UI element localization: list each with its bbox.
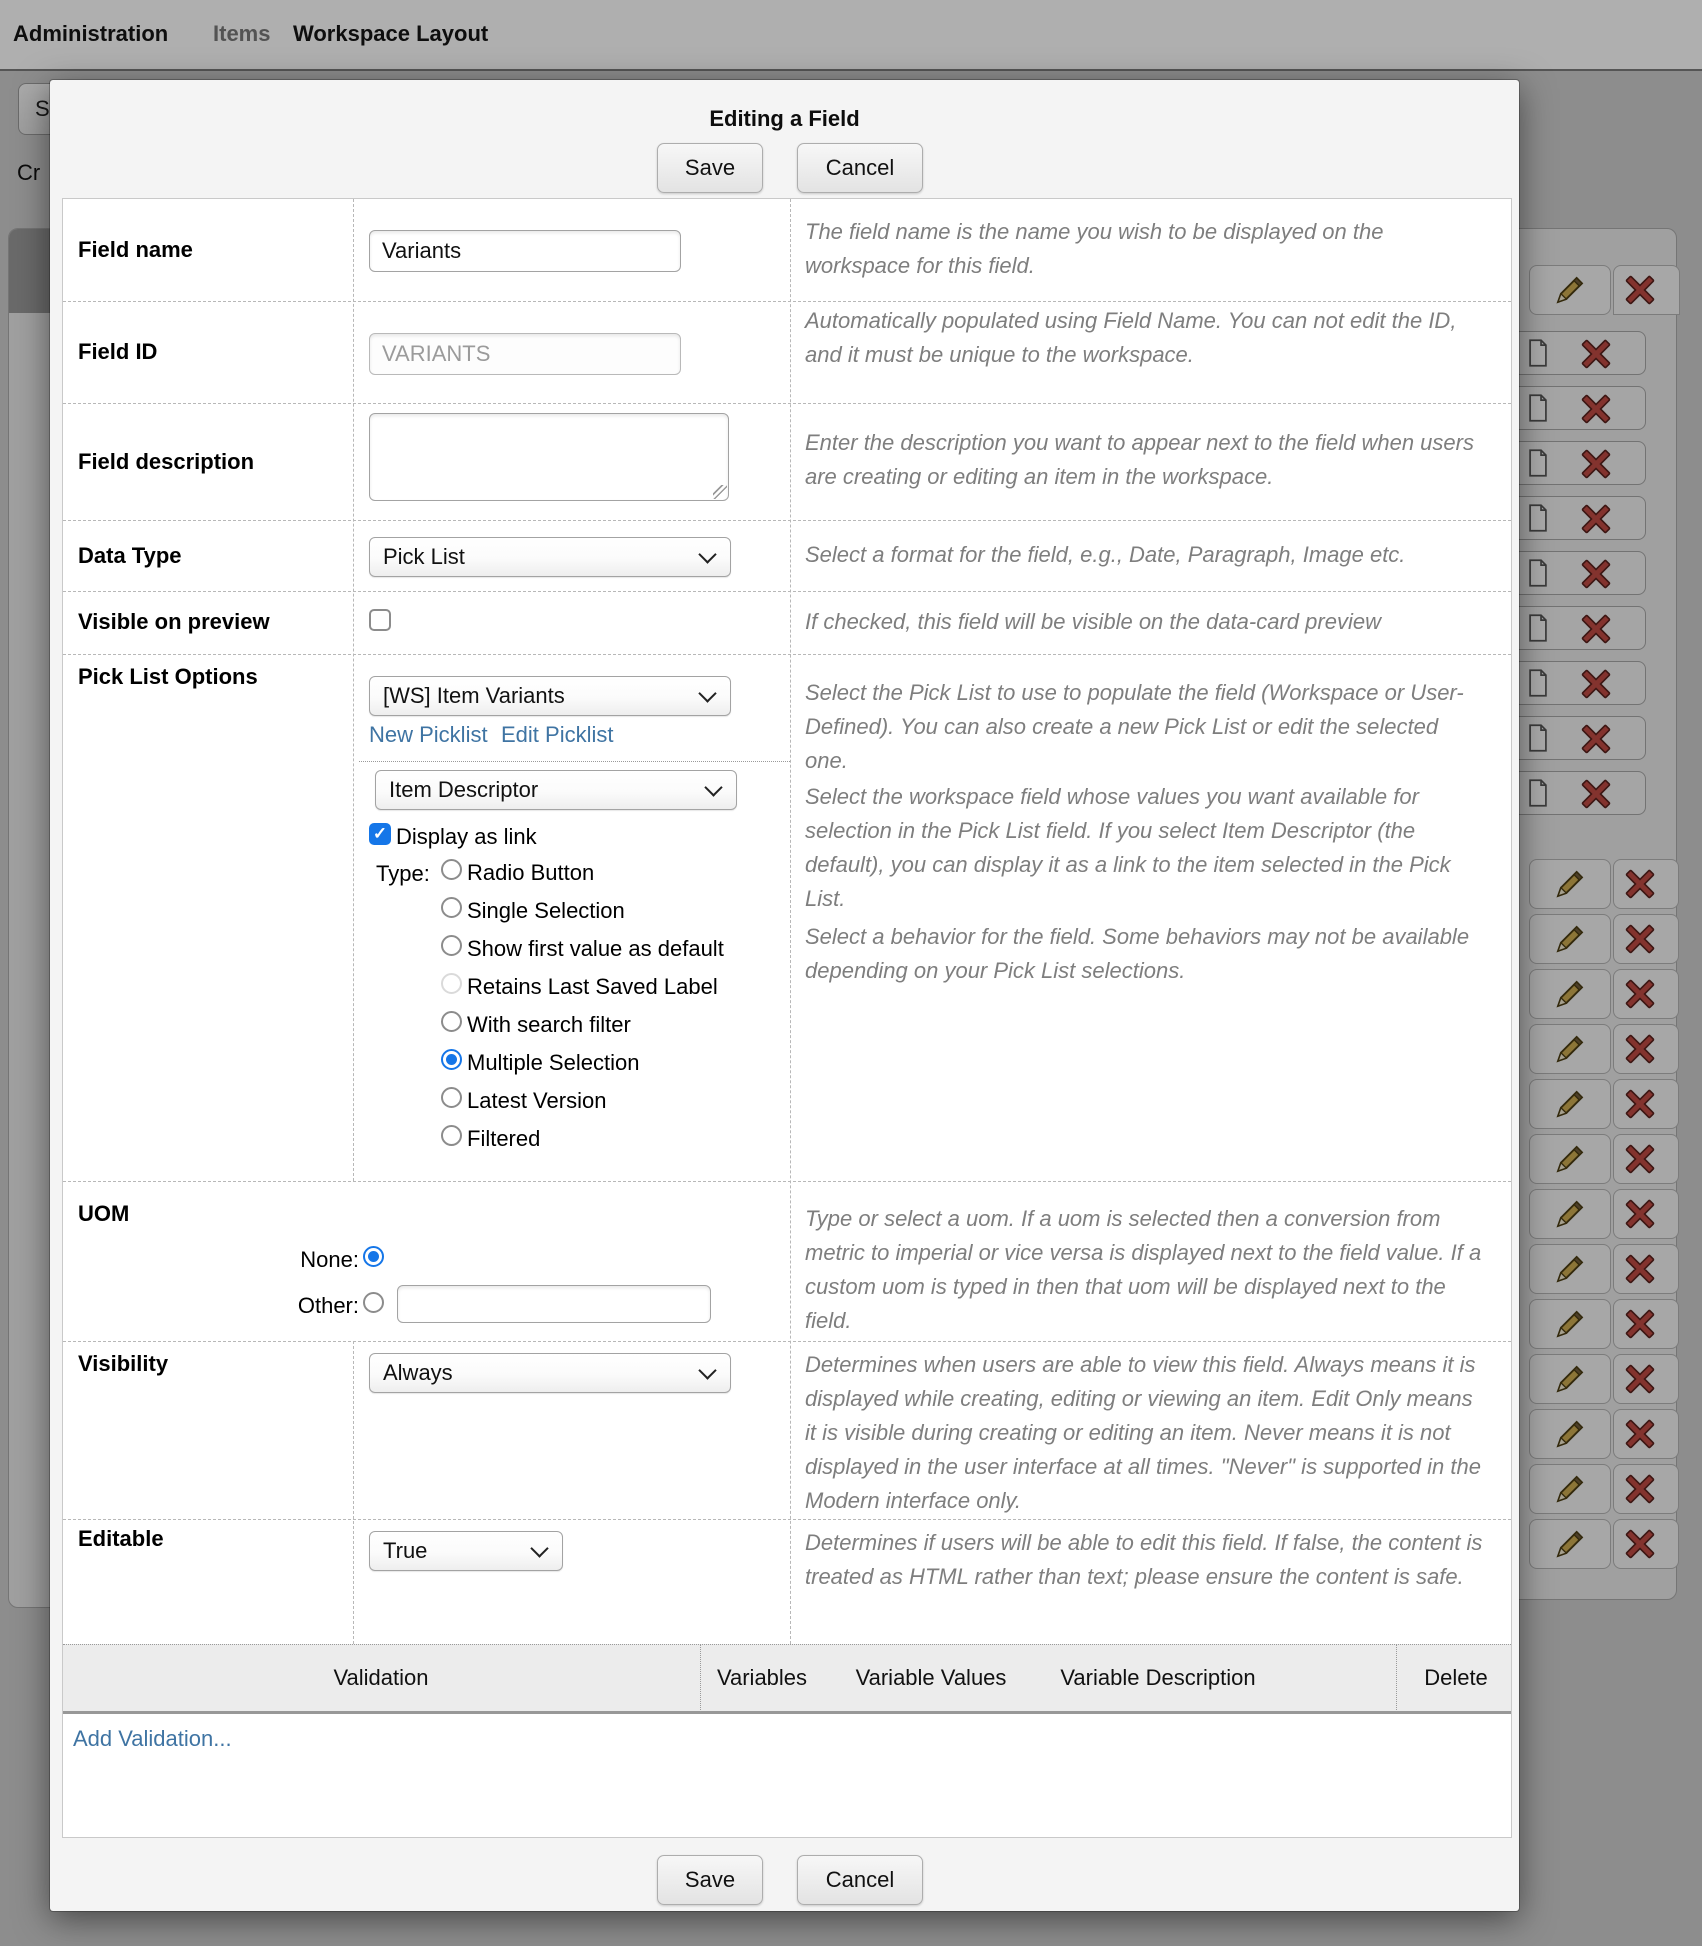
radio-type-single-selection-label: Single Selection	[467, 898, 625, 923]
field-form-table	[62, 198, 1512, 1838]
row-divider	[63, 301, 1511, 302]
validation-header-variable-description: Variable Description	[1060, 1665, 1256, 1690]
data-type-select[interactable]	[369, 537, 731, 577]
validation-table-header	[63, 1644, 1511, 1714]
radio-type-show-first-value-label: Show first value as default	[467, 936, 724, 961]
field-name-label: Field name	[78, 237, 193, 262]
row-divider	[63, 1341, 1511, 1342]
radio-type-with-search-filter[interactable]	[441, 1011, 462, 1032]
descriptor-select[interactable]	[375, 770, 737, 810]
uom-label: UOM	[78, 1201, 130, 1226]
uom-other-label: Other:	[297, 1293, 359, 1318]
pick-list-options-label: Pick List Options	[78, 664, 258, 689]
type-label: Type:	[376, 861, 430, 886]
uom-none-radio[interactable]	[363, 1246, 384, 1267]
row-divider	[63, 520, 1511, 521]
display-as-link-label: Display as link	[396, 824, 537, 849]
radio-type-multiple-selection[interactable]	[441, 1049, 462, 1070]
editable-value: True	[383, 1538, 428, 1563]
field-id-help: Automatically populated using Field Name. You can not edit the ID, and it must be unique to the workspace.	[805, 308, 1457, 367]
dialog-title: Editing a Field	[709, 106, 860, 131]
picklist-help-3: Select a behavior for the field. Some behaviors may not be available depending on your Pick List selections.	[805, 924, 1470, 983]
save-button-bottom[interactable]: Save	[657, 1855, 763, 1905]
chevron-down-icon	[530, 1539, 548, 1557]
radio-type-latest-version[interactable]	[441, 1087, 462, 1108]
nav-item-workspace-layout[interactable]: Workspace Layout	[293, 21, 489, 46]
row-divider	[63, 403, 1511, 404]
column-divider	[790, 199, 791, 1644]
nav-item-items[interactable]: Items	[213, 21, 271, 46]
field-name-input[interactable]	[369, 230, 681, 272]
background-partial-button[interactable]: S	[18, 83, 128, 135]
editable-select[interactable]	[369, 1531, 563, 1571]
validation-header-delete: Delete	[1424, 1665, 1488, 1690]
validation-column-divider	[700, 1645, 701, 1712]
nav-item-administration[interactable]: Administration	[13, 21, 169, 46]
data-type-help: Select a format for the field, e.g., Date, Paragraph, Image etc.	[805, 542, 1406, 567]
radio-type-retains-last-saved-label: Retains Last Saved Label	[467, 974, 718, 999]
column-divider	[353, 199, 354, 1181]
field-description-textarea[interactable]	[369, 413, 729, 501]
cancel-button-bottom[interactable]: Cancel	[797, 1855, 923, 1905]
edit-picklist-link[interactable]: Edit Picklist	[501, 722, 614, 747]
chevron-down-icon	[698, 684, 716, 702]
row-divider	[63, 654, 1511, 655]
descriptor-value: Item Descriptor	[389, 777, 539, 802]
resize-handle-icon[interactable]	[713, 485, 727, 499]
visibility-select[interactable]	[369, 1353, 731, 1393]
visible-on-preview-help: If checked, this field will be visible on the data-card preview	[805, 609, 1381, 634]
column-divider	[353, 1341, 354, 1644]
field-description-label: Field description	[78, 449, 255, 474]
picklist-value: [WS] Item Variants	[383, 683, 565, 708]
radio-type-latest-version-label: Latest Version	[467, 1088, 607, 1113]
editable-label: Editable	[78, 1526, 164, 1551]
radio-type-single-selection[interactable]	[441, 897, 462, 918]
radio-type-radio-button-label: Radio Button	[467, 860, 595, 885]
editing-field-dialog	[50, 80, 1519, 1911]
background-partial-text: Cr	[17, 160, 41, 185]
visibility-help: Determines when users are able to view this field. Always means it is displayed while creating, editing or viewing an item. Edit Only means it is visible during creating or editing an item. Never means it is not displayed in the user interface at all times. "Never" is supported in the Modern interface only.	[805, 1352, 1481, 1513]
cancel-button-top[interactable]: Cancel	[797, 143, 923, 193]
validation-header-validation: Validation	[333, 1665, 429, 1690]
uom-other-input[interactable]	[397, 1285, 711, 1323]
visibility-value: Always	[383, 1360, 453, 1385]
picklist-subdivider	[359, 761, 790, 762]
radio-type-retains-last-saved	[441, 973, 462, 994]
chevron-down-icon	[704, 778, 722, 796]
uom-help: Type or select a uom. If a uom is selected then a conversion from metric to imperial or vice versa is displayed next to the field value. If a custom uom is typed in then that uom will be displayed next to the field.	[805, 1206, 1482, 1333]
visible-on-preview-label: Visible on preview	[78, 609, 270, 634]
editable-help: Determines if users will be able to edit this field. If false, the content is treated as HTML rather than text; please ensure the content is safe.	[805, 1530, 1483, 1589]
field-id-input	[369, 333, 681, 375]
uom-other-radio[interactable]	[363, 1292, 384, 1313]
field-description-help: Enter the description you want to appear next to the field when users are creating or editing an item in the workspace.	[805, 430, 1474, 489]
validation-header-variables: Variables	[716, 1665, 808, 1690]
radio-type-filtered[interactable]	[441, 1125, 462, 1146]
radio-type-with-search-filter-label: With search filter	[467, 1012, 631, 1037]
picklist-help-2: Select the workspace field whose values you want available for selection in the Pick List field. If you select Item Descriptor (the default), you can display it as a link to the item selected in the Pick List.	[805, 784, 1451, 911]
row-divider	[63, 591, 1511, 592]
picklist-help-1: Select the Pick List to use to populate the field (Workspace or User-Defined). You can also create a new Pick List or edit the selected one.	[805, 680, 1464, 773]
chevron-down-icon	[698, 545, 716, 563]
radio-type-multiple-selection-label: Multiple Selection	[467, 1050, 640, 1075]
row-divider	[63, 1519, 1511, 1520]
save-button-top[interactable]: Save	[657, 143, 763, 193]
data-type-label: Data Type	[78, 543, 182, 568]
picklist-select[interactable]	[369, 676, 731, 716]
validation-column-divider	[1396, 1645, 1397, 1712]
data-type-value: Pick List	[383, 544, 465, 569]
radio-type-radio-button[interactable]	[441, 859, 462, 880]
chevron-down-icon	[698, 1361, 716, 1379]
validation-header-variable-values: Variable Values	[855, 1665, 1007, 1690]
visibility-label: Visibility	[78, 1351, 169, 1376]
display-as-link-checkbox[interactable]: ✓	[369, 823, 391, 845]
field-id-label: Field ID	[78, 339, 158, 364]
new-picklist-link[interactable]: New Picklist	[369, 722, 488, 747]
row-divider	[63, 1181, 1511, 1182]
field-name-help: The field name is the name you wish to be displayed on the workspace for this field.	[805, 219, 1384, 278]
add-validation-link[interactable]: Add Validation...	[73, 1726, 232, 1751]
radio-type-show-first-value[interactable]	[441, 935, 462, 956]
visible-on-preview-checkbox[interactable]	[369, 609, 391, 631]
radio-type-filtered-label: Filtered	[467, 1126, 541, 1151]
uom-none-label: None:	[300, 1247, 359, 1272]
